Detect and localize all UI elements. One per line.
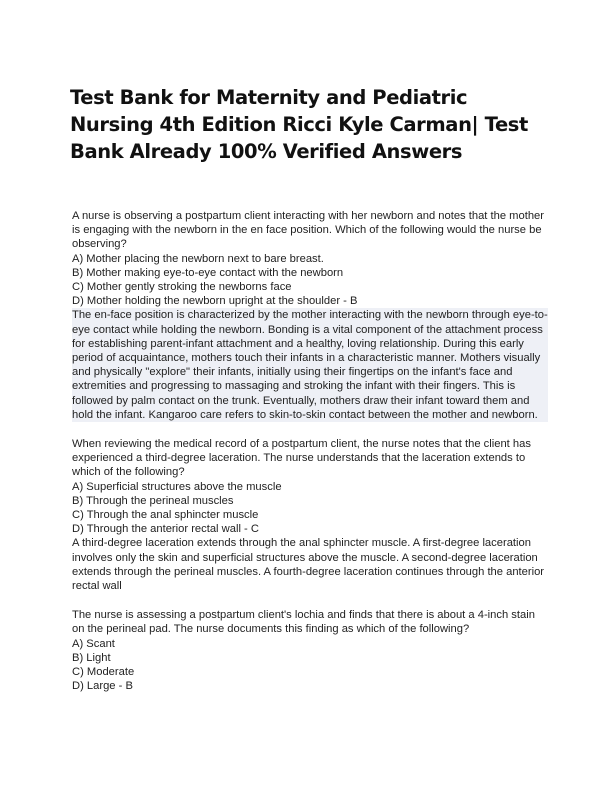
option-c: C) Mother gently stroking the newborns face: [72, 281, 292, 294]
question-stem: A nurse is observing a postpartum client interacting with her newborn and notes that the mother is engaging with the newborn in the en face position. Which of the following would the nurse be observing?: [72, 210, 545, 251]
question-3: [72, 608, 548, 693]
option-c: C) Through the anal sphincter muscle: [72, 509, 259, 522]
option-d: D) Mother holding the newborn upright at the shoulder - B: [72, 295, 358, 308]
spacer: [72, 593, 548, 608]
option-b: B) Mother making eye-to-eye contact with the newborn: [72, 266, 344, 279]
question-stem: The nurse is assessing a postpartum client's lochia and finds that there is about a 4-inch stain on the perineal pad. The nurse documents this finding as which of the following?: [72, 609, 535, 636]
option-d: D) Large - B: [72, 680, 133, 693]
option-d: D) Through the anterior rectal wall - C: [72, 523, 259, 536]
question-1: [72, 209, 548, 422]
question-explanation: A third-degree laceration extends through the anal sphincter muscle. A first-degree laceration involves only the skin and superficial structures above the muscle. A second-degree laceration extends through the perineal muscles. A fourth-degree laceration continues through the anterior rectal wall: [72, 537, 545, 593]
option-a: A) Scant: [72, 637, 115, 650]
question-explanation: The en-face position is characterized by the mother interacting with the newborn through eye-to-eye contact while holding the newborn. Bonding is a vital component of the attachment process for establishing parent-infant attachment and a healthy, loving relationship. During this early period of acquaintance, mothers touch their infants in a characteristic manner. Mothers visually and physically "explore" their infants, initially using their fingertips on the infant's face and extremities and progressing to massaging and stroking the infant with their fingers. This is followed by palm contact on the trunk. Eventually, mothers draw their infant toward them and hold the infant. Kangaroo care refers to skin-to-skin contact between the mother and newborn.: [72, 309, 548, 421]
option-a: A) Superficial structures above the muscle: [72, 480, 282, 493]
document-body: [72, 209, 548, 694]
option-b: B) Through the perineal muscles: [72, 494, 234, 507]
option-c: C) Moderate: [72, 666, 135, 679]
question-stem: When reviewing the medical record of a postpartum client, the nurse notes that the client has experienced a third-degree laceration. The nurse understands that the laceration extends to which of the following?: [72, 438, 531, 479]
option-a: A) Mother placing the newborn next to bare breast.: [72, 252, 324, 265]
question-2: [72, 437, 548, 593]
document-title: Test Bank for Maternity and Pediatric Nursing 4th Edition Ricci Kyle Carman| Test Bank Already 100% Verified Answers: [70, 86, 528, 163]
spacer: [72, 422, 548, 437]
option-b: B) Light: [72, 651, 111, 664]
